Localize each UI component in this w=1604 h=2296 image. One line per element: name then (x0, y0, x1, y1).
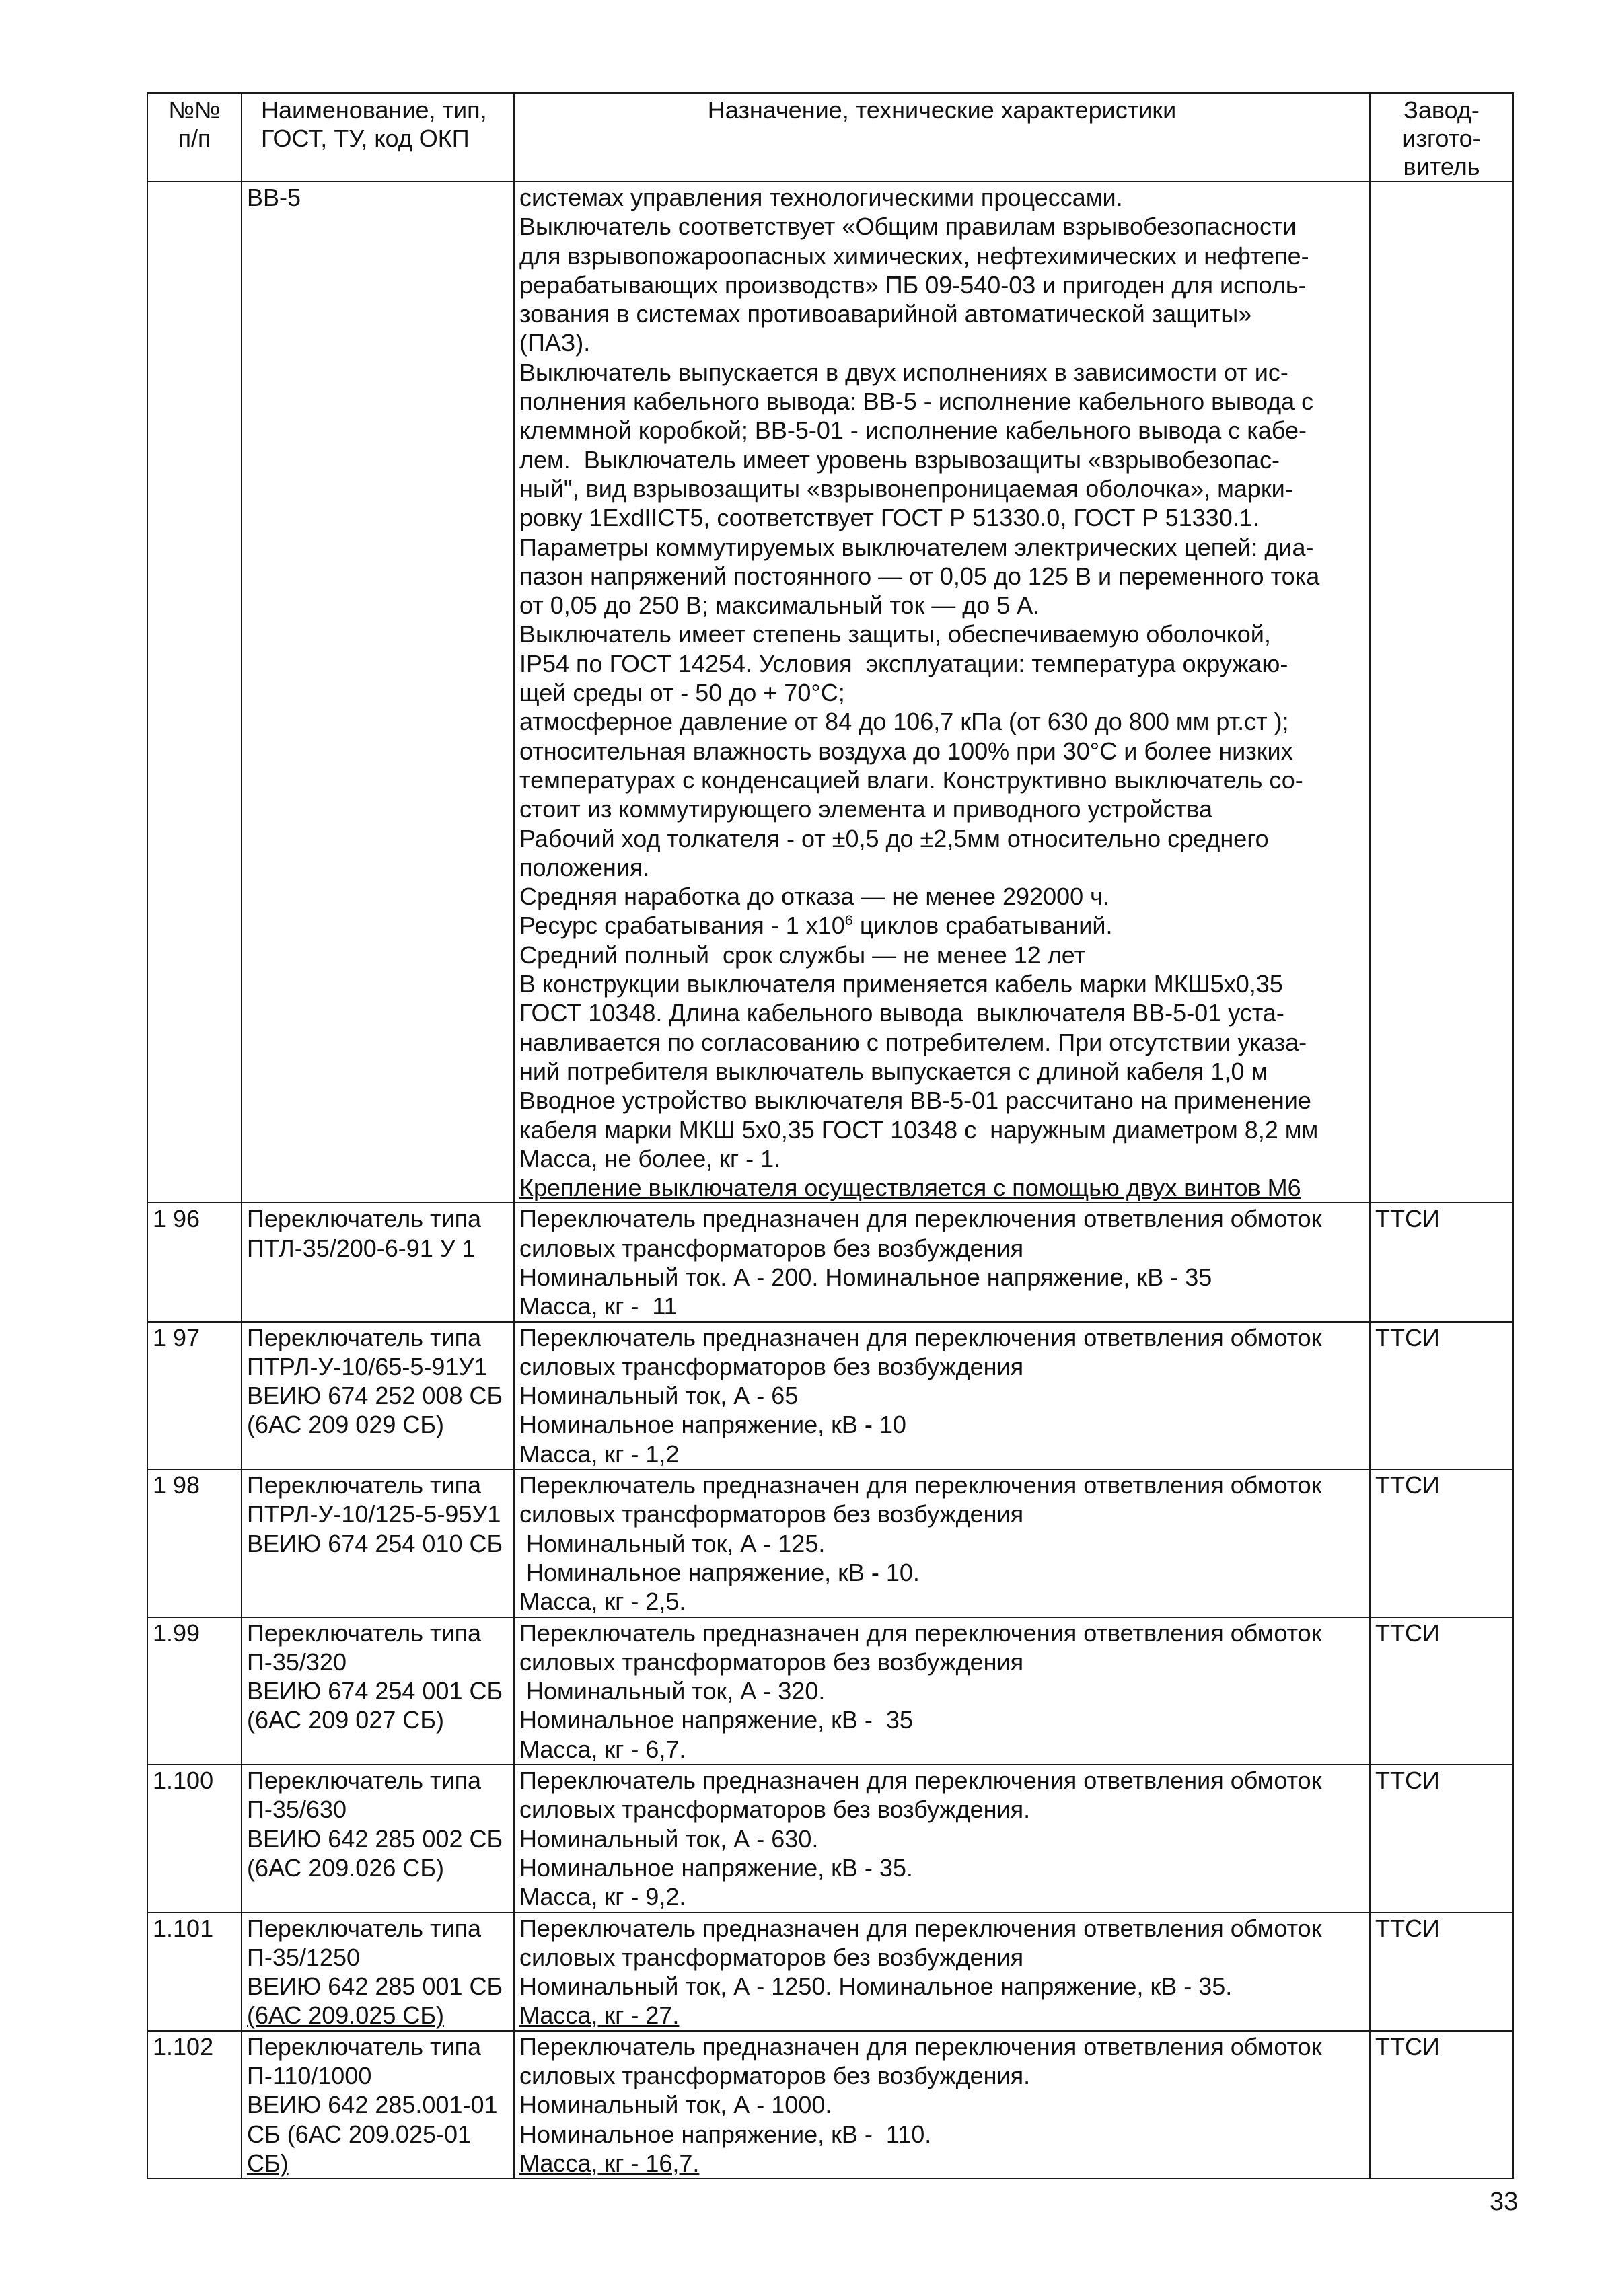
header-maker (1370, 93, 1513, 182)
description-line: Средняя наработка до отказа — не менее 292000 ч. (519, 883, 1109, 911)
spec-table (147, 92, 1514, 2179)
description-text: циклов срабатываний. (852, 912, 1113, 940)
cell-name (242, 1913, 514, 2031)
table-row (147, 2031, 1513, 2178)
cell-num: 1.102 (147, 2031, 242, 2178)
header-maker-line: Завод- (1403, 96, 1480, 124)
cell-maker: ТТСИ (1370, 1913, 1513, 2031)
cell-maker (1370, 182, 1513, 1203)
name-line: ПТРЛ-У-10/125-5-95У1 (247, 1500, 501, 1528)
description-line: силовых трансформаторов без возбуждения (519, 1647, 1024, 1676)
description-line: пазон напряжений постоянного — от 0,05 до 125 В и переменного тока (519, 562, 1320, 590)
name-line: ВЕИЮ 642 285.001-01 (247, 2091, 498, 2119)
name-line: П-35/630 (247, 1795, 347, 1824)
cell-maker: ТТСИ (1370, 2031, 1513, 2178)
description-line: Рабочий ход толкателя - от ±0,5 до ±2,5мм относительно среднего (519, 824, 1269, 852)
cell-num (147, 182, 242, 1203)
cell-description (514, 1617, 1370, 1765)
description-line: Переключатель предназначен для переключения ответвления обмоток (519, 2032, 1322, 2061)
description-line: относительная влажность воздуха до 100% при 30°С и более низких (519, 737, 1293, 765)
name-line: П-35/1250 (247, 1943, 360, 1971)
name-line: (6АС 209 029 СБ) (247, 1411, 444, 1439)
header-purpose-line: Назначение, технические характеристики (707, 96, 1177, 124)
description-line: Выключатель соответствует «Общим правилам взрывобезопасности (519, 213, 1297, 241)
name-line: Переключатель типа (247, 1205, 482, 1233)
cell-description (514, 2031, 1370, 2178)
description-line: Номинальное напряжение, кВ - 10 (519, 1411, 906, 1439)
table-row (147, 1617, 1513, 1765)
description-line: Номинальный ток, А - 1250. Номинальное напряжение, кВ - 35. (519, 1972, 1233, 2001)
description-line: Масса, кг - 6,7. (519, 1735, 686, 1763)
description-line: Масса, кг - 27. (519, 2001, 680, 2030)
table-row (147, 182, 1513, 1203)
name-line: ВЕИЮ 674 254 010 СБ (247, 1529, 503, 1557)
name-line: Переключатель типа (247, 1619, 482, 1647)
description-text: Ресурс срабатывания - 1 х10 (519, 912, 845, 940)
description-line: ровку 1ExdIICT5, соответствует ГОСТ Р 51330.0, ГОСТ Р 51330.1. (519, 504, 1260, 532)
cell-num: 1 97 (147, 1322, 242, 1469)
name-line: (6АС 209.025 СБ) (247, 2001, 444, 2030)
name-line: ВЕИЮ 674 252 008 СБ (247, 1382, 503, 1410)
description-line: Номинальное напряжение, кВ - 110. (519, 2120, 932, 2148)
description-line: Переключатель предназначен для переключения ответвления обмоток (519, 1914, 1322, 1942)
description-line: Масса, кг - 1,2 (519, 1440, 680, 1468)
description-line: температурах с конденсацией влаги. Конструктивно выключатель со- (519, 766, 1303, 794)
description-line: щей среды от - 50 до + 70°С; (519, 679, 845, 707)
header-maker-line: изгото- (1402, 124, 1481, 152)
name-line: ПТРЛ-У-10/65-5-91У1 (247, 1352, 488, 1380)
description-line: для взрывопожароопасных химических, нефтехимических и нефтепе- (519, 242, 1309, 270)
description-line: В конструкции выключателя применяется кабель марки МКШ5х0,35 (519, 970, 1283, 998)
description-line: системах управления технологическими процессами. (519, 184, 1123, 211)
page-number: 33 (1490, 2188, 1519, 2216)
description-line: Средний полный срок службы — не менее 12 лет (519, 940, 1086, 969)
header-row (147, 93, 1513, 182)
cell-maker: ТТСИ (1370, 1765, 1513, 1912)
name-line: СБ (6АС 209.025-01 (247, 2120, 472, 2148)
description-line: от 0,05 до 250 В; максимальный ток — до 5 А. (519, 591, 1040, 620)
description-line: Выключатель выпускается в двух исполнениях в зависимости от ис- (519, 358, 1288, 386)
description-line: положения. (519, 853, 650, 881)
cell-description (514, 1322, 1370, 1469)
cell-description (514, 182, 1370, 1203)
name-line: Переключатель типа (247, 2032, 482, 2061)
header-purpose (514, 93, 1370, 182)
description-line: ГОСТ 10348. Длина кабельного вывода выключателя ВВ-5-01 уста- (519, 999, 1284, 1027)
description-line: Переключатель предназначен для переключения ответвления обмоток (519, 1205, 1322, 1233)
description-line: Переключатель предназначен для переключения ответвления обмоток (519, 1471, 1322, 1499)
name-line: П-35/320 (247, 1647, 347, 1676)
cell-num: 1.101 (147, 1913, 242, 2031)
cell-maker: ТТСИ (1370, 1322, 1513, 1469)
name-line: ВЕИЮ 642 285 002 СБ (247, 1824, 503, 1853)
description-line: силовых трансформаторов без возбуждения (519, 1234, 1024, 1262)
description-line (519, 911, 1364, 940)
name-line: Переключатель типа (247, 1323, 482, 1351)
description-line: Номинальный ток, А - 125. (519, 1529, 826, 1557)
cell-description (514, 1469, 1370, 1617)
description-line: лем. Выключатель имеет уровень взрывозащиты «взрывобезопас- (519, 445, 1280, 474)
description-line: атмосферное давление от 84 до 106,7 кПа (от 630 до 800 мм рт.ст ); (519, 708, 1289, 736)
description-line: Номинальный ток, А - 65 (519, 1382, 799, 1410)
description-line: Масса, кг - 11 (519, 1292, 678, 1321)
description-line: клеммной коробкой; ВВ-5-01 - исполнение кабельного вывода с кабе- (519, 416, 1307, 445)
description-line: Переключатель предназначен для переключения ответвления обмоток (519, 1619, 1322, 1647)
description-line: Крепление выключателя осуществляется с помощью двух винтов М6 (519, 1174, 1301, 1202)
table-row (147, 1469, 1513, 1617)
description-line: Масса, не более, кг - 1. (519, 1144, 781, 1173)
cell-maker: ТТСИ (1370, 1617, 1513, 1765)
name-line: ВВ-5 (247, 184, 301, 211)
cell-num: 1.99 (147, 1617, 242, 1765)
description-line: силовых трансформаторов без возбуждения (519, 1943, 1024, 1971)
cell-name (242, 182, 514, 1203)
description-line: Переключатель предназначен для переключения ответвления обмоток (519, 1767, 1322, 1795)
description-line: силовых трансформаторов без возбуждения. (519, 2062, 1031, 2089)
name-line: П-110/1000 (247, 2062, 372, 2089)
header-num-line: №№ (168, 96, 221, 124)
name-line: СБ) (247, 2149, 289, 2177)
description-line: Масса, кг - 9,2. (519, 1883, 686, 1911)
table-row (147, 1203, 1513, 1321)
header-name-line: ГОСТ, ТУ, код ОКП (261, 124, 470, 152)
name-line: ВЕИЮ 674 254 001 СБ (247, 1677, 503, 1705)
table-row (147, 1913, 1513, 2031)
table-body (147, 182, 1513, 2178)
cell-name (242, 1617, 514, 1765)
cell-name (242, 1322, 514, 1469)
name-line: ВЕИЮ 642 285 001 СБ (247, 1972, 503, 2001)
cell-maker: ТТСИ (1370, 1203, 1513, 1321)
description-line: кабеля марки МКШ 5х0,35 ГОСТ 10348 с наружным диаметром 8,2 мм (519, 1115, 1319, 1144)
description-line: силовых трансформаторов без возбуждения (519, 1352, 1024, 1380)
name-line: ПТЛ-35/200-6-91 У 1 (247, 1234, 476, 1262)
description-line: стоит из коммутирующего элемента и приводного устройства (519, 795, 1213, 823)
description-line: Выключатель имеет степень защиты, обеспечиваемую оболочкой, (519, 620, 1271, 649)
description-line: зования в системах противоаварийной автоматической защиты» (519, 300, 1252, 328)
description-line: рерабатывающих производств» ПБ 09-540-03 и пригоден для исполь- (519, 270, 1307, 299)
header-name (242, 93, 514, 182)
description-line: навливается по согласованию с потребителем. При отсутствии указа- (519, 1028, 1307, 1056)
cell-description (514, 1203, 1370, 1321)
description-line: Номинальное напряжение, кВ - 35. (519, 1853, 913, 1882)
description-line: Номинальный ток, А - 320. (519, 1677, 826, 1705)
description-line: Номинальный ток. А - 200. Номинальное напряжение, кВ - 35 (519, 1263, 1212, 1291)
description-line: Вводное устройство выключателя ВВ-5-01 рассчитано на применение (519, 1086, 1311, 1115)
name-line: (6АС 209.026 СБ) (247, 1853, 444, 1882)
header-name-line: Наименование, тип, (261, 96, 487, 124)
description-line: Номинальный ток, А - 1000. (519, 2091, 832, 2119)
header-maker-line: витель (1403, 153, 1480, 180)
cell-maker: ТТСИ (1370, 1469, 1513, 1617)
name-line: (6АС 209 027 СБ) (247, 1706, 444, 1734)
description-line: Номинальный ток, А - 630. (519, 1824, 819, 1853)
description-line: ний потребителя выключатель выпускается с длиной кабеля 1,0 м (519, 1057, 1268, 1085)
header-num-line: п/п (178, 124, 211, 152)
name-line: Переключатель типа (247, 1767, 482, 1795)
description-line: Переключатель предназначен для переключения ответвления обмоток (519, 1323, 1322, 1351)
description-line: Номинальное напряжение, кВ - 10. (519, 1558, 920, 1586)
description-line: силовых трансформаторов без возбуждения (519, 1500, 1024, 1528)
name-line: Переключатель типа (247, 1471, 482, 1499)
cell-num: 1 96 (147, 1203, 242, 1321)
description-line: ный", вид взрывозащиты «взрывонепроницаемая оболочка», марки- (519, 474, 1293, 503)
description-line: Масса, кг - 2,5. (519, 1588, 686, 1616)
table-row (147, 1765, 1513, 1912)
table-row (147, 1322, 1513, 1469)
cell-name (242, 1765, 514, 1912)
name-line: Переключатель типа (247, 1914, 482, 1942)
description-line: (ПАЗ). (519, 329, 591, 357)
description-line: Масса, кг - 16,7. (519, 2149, 700, 2177)
cell-num: 1.100 (147, 1765, 242, 1912)
header-num (147, 93, 242, 182)
description-line: IP54 по ГОСТ 14254. Условия эксплуатации: температура окружаю- (519, 649, 1288, 677)
cell-description (514, 1765, 1370, 1912)
cell-name (242, 2031, 514, 2178)
superscript: 6 (844, 912, 853, 929)
cell-name (242, 1469, 514, 1617)
cell-description (514, 1913, 1370, 2031)
description-line: Номинальное напряжение, кВ - 35 (519, 1706, 913, 1734)
cell-name (242, 1203, 514, 1321)
description-line: полнения кабельного вывода: ВВ-5 - исполнение кабельного вывода с (519, 387, 1314, 416)
description-line: силовых трансформаторов без возбуждения. (519, 1795, 1031, 1824)
cell-num: 1 98 (147, 1469, 242, 1617)
description-line: Параметры коммутируемых выключателем электрических цепей: диа- (519, 533, 1314, 561)
